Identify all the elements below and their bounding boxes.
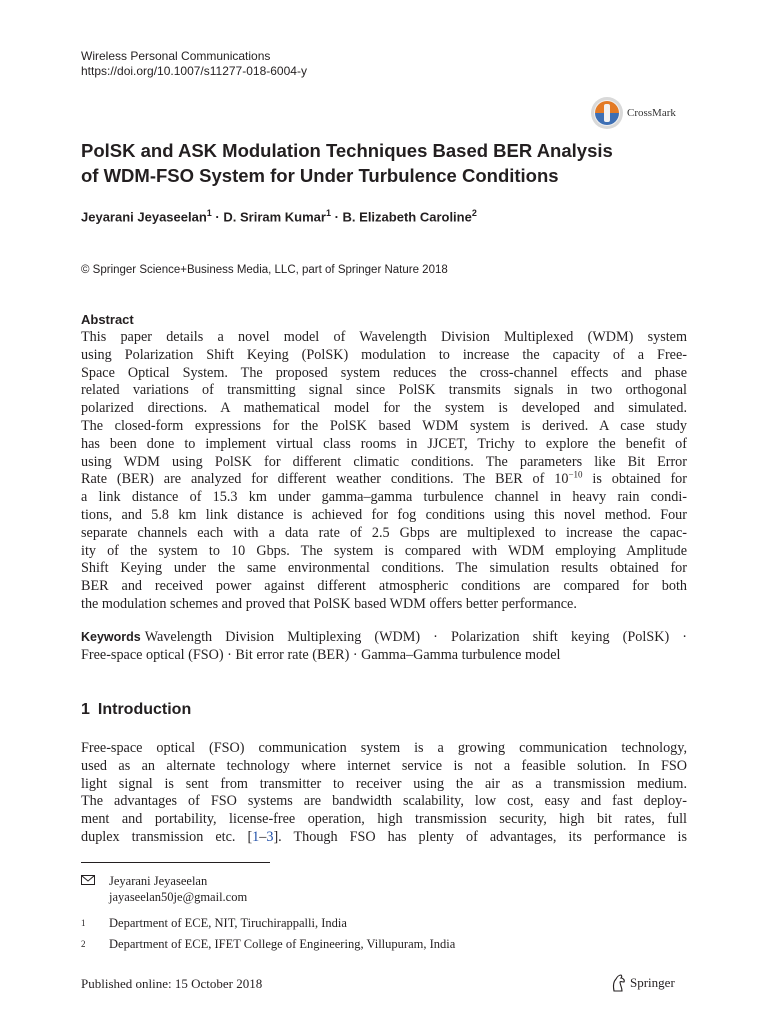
copyright-notice: © Springer Science+Business Media, LLC, part of Springer Nature 2018 xyxy=(81,264,448,276)
abstract-line: This paper details a novel model of Wavelength Division Multiplexed (WDM) system xyxy=(81,329,687,345)
affiliation-2 xyxy=(81,936,455,952)
abstract-body xyxy=(81,329,687,614)
intro-text: duplex transmission etc. [ xyxy=(81,828,253,845)
author-name[interactable]: B. Elizabeth Caroline xyxy=(342,209,472,225)
keywords-line: Free-space optical (FSO) · Bit error rate (BER) · Gamma–Gamma turbulence model xyxy=(81,646,561,663)
abstract-text: is obtained for xyxy=(582,471,688,488)
author-affiliation-mark: 2 xyxy=(471,208,477,218)
abstract-text: Rate (BER) are analyzed for different weather conditions. The BER of 10 xyxy=(81,471,569,488)
affiliation-1 xyxy=(81,915,347,931)
intro-line: The advantages of FSO systems are bandwidth scalability, low cost, easy and fast deploy- xyxy=(81,793,687,810)
affiliation-text: Department of ECE, IFET College of Engineering, Villupuram, India xyxy=(109,937,456,951)
journal-name: Wireless Personal Communications xyxy=(81,49,271,63)
abstract-line: has been done to implement virtual class rooms in JJCET, Trichy to explore the benefit of xyxy=(81,435,687,452)
author-name[interactable]: Jeyarani Jeyaseelan xyxy=(81,209,207,225)
affiliation-text: Department of ECE, NIT, Tiruchirappalli, India xyxy=(109,916,347,930)
abstract-line: Space Optical System. The proposed system reduces the cross-channel effects and phase xyxy=(81,364,687,381)
intro-line: used as an alternate technology where internet service is not a feasible solution. In FSO xyxy=(81,757,687,774)
doi-link[interactable]: https://doi.org/10.1007/s11277-018-6004-y xyxy=(81,64,307,78)
author-separator: · xyxy=(330,209,343,225)
abstract-line: related variations of transmitting signal since PolSK transmits signals in two orthogonal xyxy=(81,382,687,399)
journal-header xyxy=(81,49,307,79)
abstract-line: the modulation schemes and proved that PolSK based WDM offers better performance. xyxy=(81,595,577,612)
citation-dash: – xyxy=(259,828,267,845)
abstract-line: Shift Keying under the same environmental conditions. The simulation results obtained for xyxy=(81,560,687,577)
keywords-text: Wavelength Division Multiplexing (WDM) · Polarization shift keying (PolSK) · xyxy=(144,629,687,645)
crossmark-badge[interactable] xyxy=(590,96,676,130)
section-number: 1 xyxy=(81,701,90,718)
introduction-body xyxy=(81,740,687,847)
author-separator: · xyxy=(211,209,224,225)
intro-text: ]. Though FSO has plenty of advantages, its performance is xyxy=(273,828,687,845)
title-line: of WDM-FSO System for Under Turbulence Conditions xyxy=(81,165,559,186)
affiliation-mark: 1 xyxy=(81,918,86,928)
abstract-line: using WDM using PolSK for different climatic conditions. The parameters like Bit Error xyxy=(81,453,687,470)
paper-title xyxy=(81,138,701,188)
springer-horse-icon xyxy=(610,974,626,992)
keywords-line xyxy=(81,629,687,647)
abstract-line: tions, and 5.8 km link distance is achieved for fog conditions using this novel method. Four xyxy=(81,506,687,523)
contact-name: Jeyarani Jeyaseelan xyxy=(109,874,208,888)
crossmark-icon xyxy=(590,96,624,130)
citation-link[interactable]: 1 xyxy=(252,828,260,845)
exponent: −10 xyxy=(568,469,583,480)
footnote-divider xyxy=(81,862,270,863)
publisher-logo xyxy=(610,974,675,992)
section-heading xyxy=(81,701,191,719)
author-name[interactable]: D. Sriram Kumar xyxy=(223,209,326,225)
published-date: Published online: 15 October 2018 xyxy=(81,976,263,991)
citation-link[interactable]: 3 xyxy=(266,828,274,845)
intro-line: light signal is sent from transmitter to receiver using the air as a transmission medium. xyxy=(81,775,687,792)
crossmark-label: CrossMark xyxy=(627,107,676,119)
corresponding-author xyxy=(81,873,247,905)
abstract-line: The closed-form expressions for the PolSK based WDM system is derived. A case study xyxy=(81,417,687,434)
intro-line xyxy=(81,829,687,847)
author-affiliation-mark: 1 xyxy=(206,208,212,218)
abstract-heading: Abstract xyxy=(81,312,134,327)
abstract-line: a link distance of 15.3 km under gamma–gamma turbulence channel in heavy rain condi- xyxy=(81,489,687,506)
section-title: Introduction xyxy=(97,701,192,718)
author-list xyxy=(81,208,477,224)
abstract-line xyxy=(81,471,687,489)
keywords-block xyxy=(81,629,687,665)
abstract-line: separate channels each with a data rate of 2.5 Gbps are multiplexed to increase the capac- xyxy=(81,524,687,541)
keywords-label: Keywords xyxy=(81,630,141,644)
publisher-name: Springer xyxy=(630,975,675,990)
affiliation-mark: 2 xyxy=(81,939,86,949)
abstract-line: using Polarization Shift Keying (PolSK) modulation to increase the capacity of a Free- xyxy=(81,346,687,363)
contact-email[interactable]: jayaseelan50je@gmail.com xyxy=(109,890,248,904)
author-affiliation-mark: 1 xyxy=(325,208,331,218)
intro-line: ment and portability, license-free operation, high transmission security, high bit rates, full xyxy=(81,811,687,828)
abstract-line: BER and received power against different atmospheric conditions are compared for both xyxy=(81,578,687,595)
abstract-line: polarized directions. A mathematical model for the system is developed and simulated. xyxy=(81,400,687,417)
abstract-line: ity of the system to 10 Gbps. The system is compared with WDM employing Amplitude xyxy=(81,542,687,559)
envelope-icon xyxy=(81,873,109,889)
intro-line: Free-space optical (FSO) communication system is a growing communication technology, xyxy=(81,740,687,756)
title-line: PolSK and ASK Modulation Techniques Based BER Analysis xyxy=(81,140,613,161)
